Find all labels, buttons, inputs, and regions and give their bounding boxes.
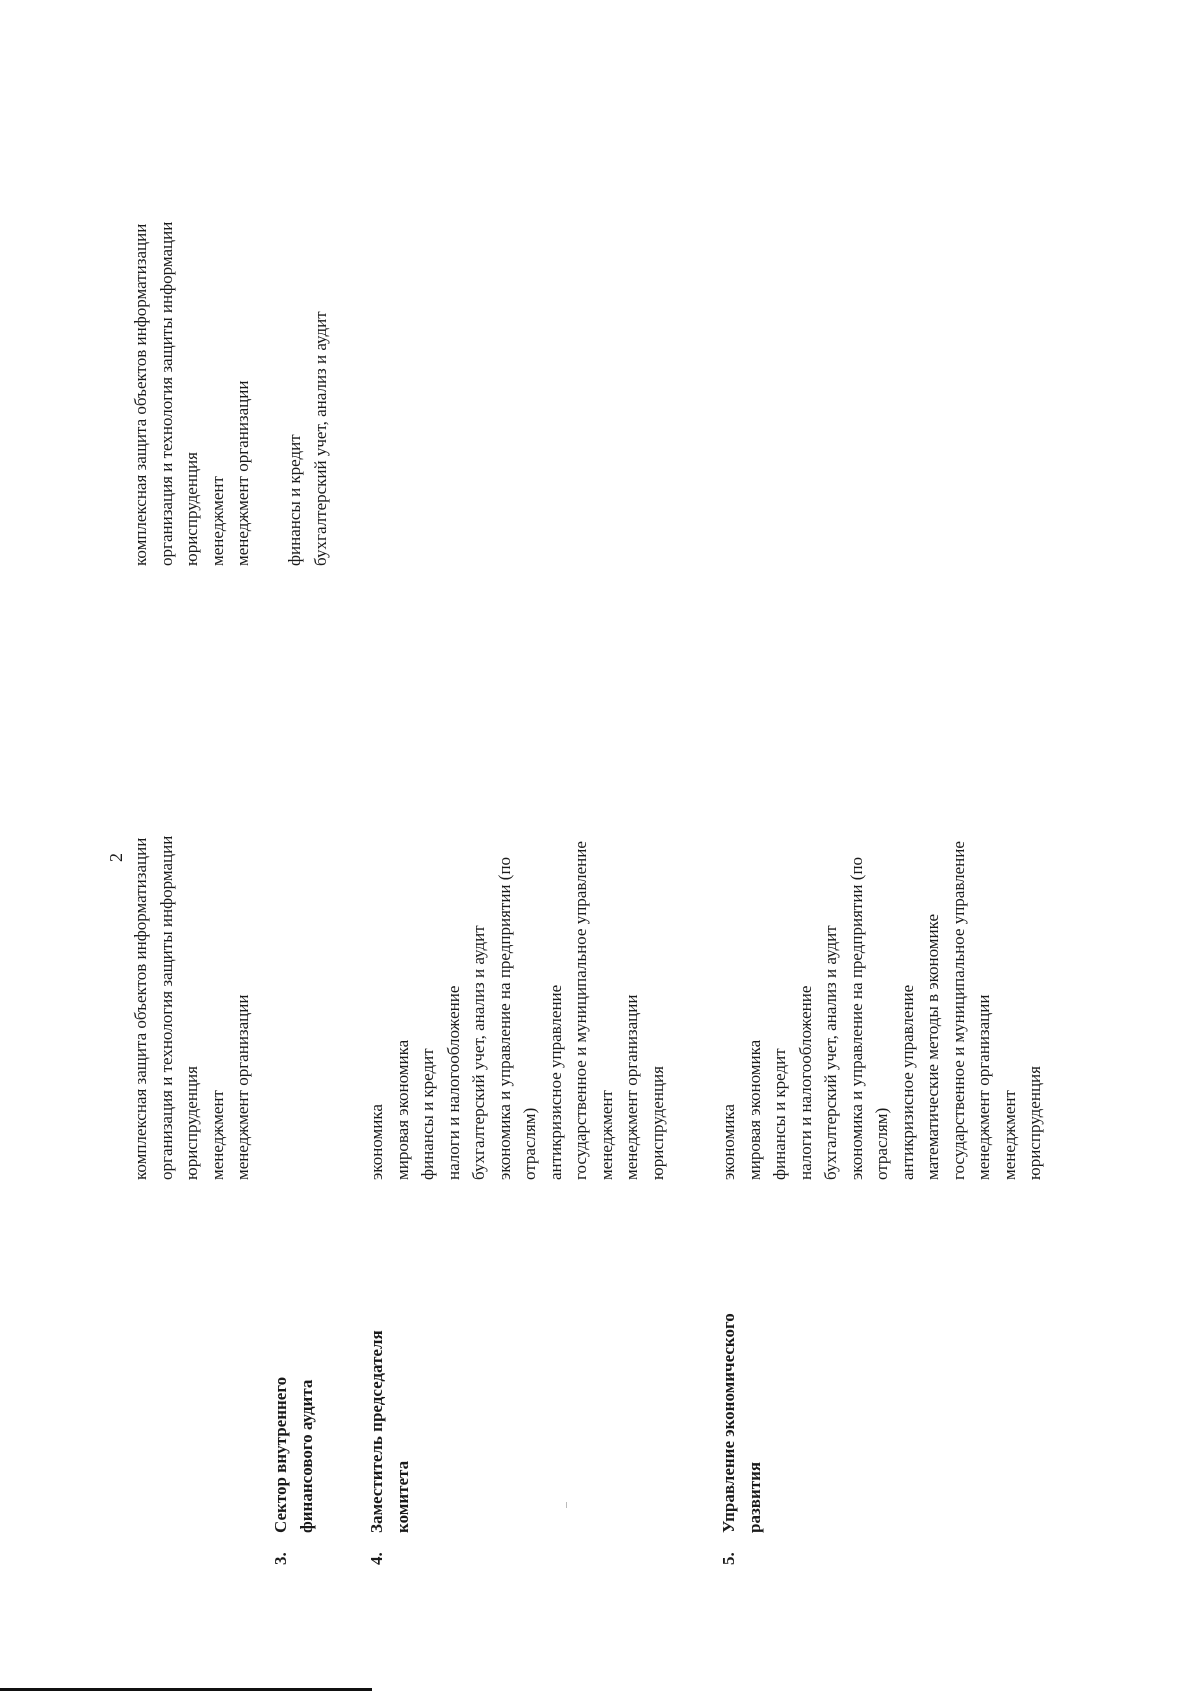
list-item: комплексная защита объектов информатизации	[131, 223, 150, 566]
list-item: финансы и кредит	[770, 1048, 789, 1180]
list-item: отраслям)	[872, 1107, 891, 1180]
row-title: Управление экономического развития	[719, 1313, 764, 1533]
list-item: государственное и муниципальное управление	[948, 841, 968, 1180]
row4-col3-list	[364, 841, 670, 1180]
page-number: 2	[106, 853, 126, 862]
list-item: финансы и кредит	[285, 434, 304, 566]
row-title: Сектор внутреннего финансового аудита	[271, 1376, 316, 1533]
top-col3-list	[128, 836, 256, 1180]
list-item: мировая экономика	[744, 1039, 764, 1180]
list-item: организация и технология защиты информации	[156, 221, 176, 566]
list-item: юриспруденция	[182, 452, 201, 566]
row-number: 3.	[271, 1552, 290, 1565]
list-item: менеджмент	[207, 476, 227, 566]
list-item: экономика	[367, 1104, 386, 1180]
list-item: налоги и налогообложение	[795, 985, 815, 1180]
list-item: менеджмент	[596, 1090, 616, 1180]
scan-speck	[566, 1502, 567, 1508]
list-item: бухгалтерский учет, анализ и аудит	[469, 925, 488, 1180]
list-item: комплексная защита объектов информатизации	[131, 837, 150, 1180]
list-item: менеджмент организации	[233, 380, 252, 566]
top-col4-list	[128, 222, 256, 566]
list-item: отраслям)	[520, 1107, 539, 1180]
scan-edge-line	[0, 1688, 372, 1691]
list-item: государственное и муниципальное управление	[571, 841, 590, 1180]
list-item: юриспруденция	[647, 1066, 667, 1180]
list-item: антикризисное управление	[897, 984, 917, 1180]
list-item: юриспруденция	[182, 1066, 201, 1180]
row5-col3-list	[716, 841, 1048, 1180]
row-number: 4.	[367, 1552, 386, 1565]
list-item: финансы и кредит	[418, 1048, 437, 1180]
list-item: налоги и налогообложение	[443, 985, 463, 1180]
list-item: бухгалтерский учет, анализ и аудит	[821, 925, 840, 1180]
list-item: юриспруденция	[1025, 1066, 1044, 1180]
list-item: менеджмент организации	[622, 994, 641, 1180]
list-item: экономика	[719, 1104, 738, 1180]
list-item: менеджмент организации	[974, 994, 993, 1180]
list-item: антикризисное управление	[545, 984, 565, 1180]
row-number: 5.	[719, 1552, 738, 1565]
row-title: Заместитель председателя комитета	[367, 1330, 412, 1533]
list-item: организация и технология защиты информации	[156, 835, 176, 1180]
list-item: менеджмент	[999, 1090, 1019, 1180]
row3-col4-list	[282, 311, 333, 566]
list-item: бухгалтерский учет, анализ и аудит	[310, 311, 330, 566]
list-item: математические методы в экономике	[923, 913, 942, 1180]
list-item: экономика и управление на предприятии (по	[494, 856, 514, 1180]
list-item: экономика и управление на предприятии (по	[846, 856, 866, 1180]
list-item: мировая экономика	[392, 1039, 412, 1180]
list-item: менеджмент организации	[233, 994, 252, 1180]
list-item: менеджмент	[207, 1090, 227, 1180]
